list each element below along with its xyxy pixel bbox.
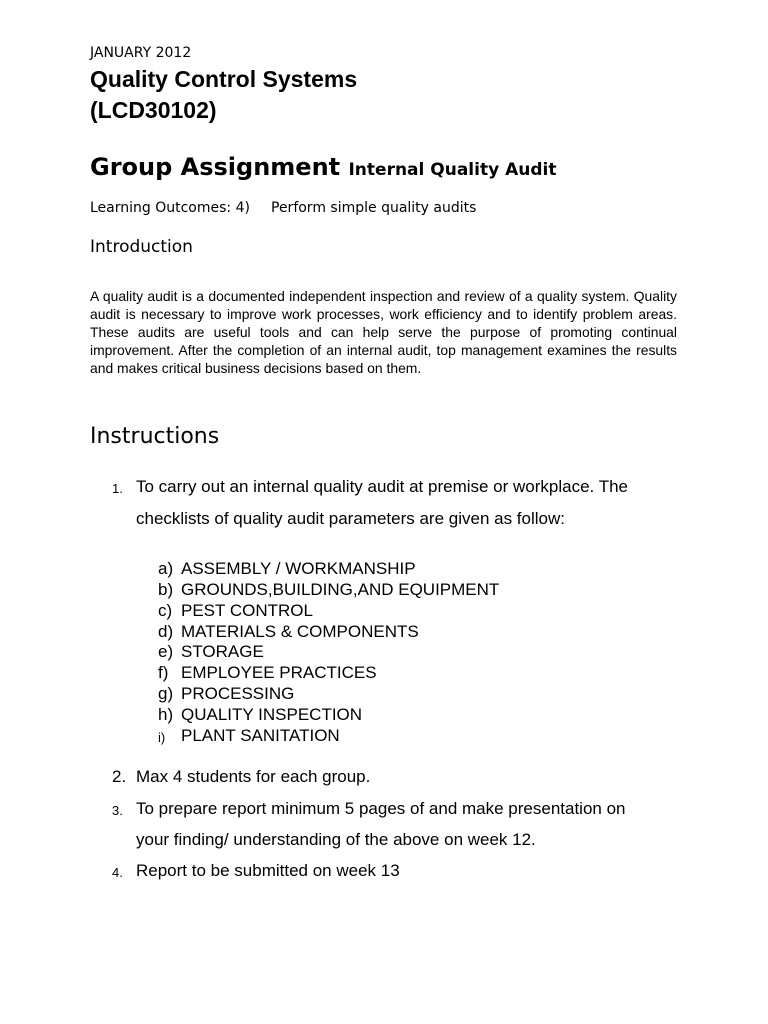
instructions-heading: Instructions [90, 424, 220, 449]
step-3-number: 3. [112, 803, 123, 818]
assignment-title: Group Assignment [90, 153, 341, 181]
document-date: JANUARY 2012 [90, 45, 192, 61]
checklist-letter: d) [158, 622, 174, 641]
checklist-item: QUALITY INSPECTION [181, 705, 363, 724]
step-3-line-1: To prepare report minimum 5 pages of and make presentation on [136, 799, 626, 818]
checklist-item: MATERIALS & COMPONENTS [181, 622, 419, 641]
checklist-item: PEST CONTROL [181, 601, 313, 620]
checklist-letter: b) [158, 580, 174, 599]
course-code: (LCD30102) [90, 97, 217, 123]
introduction-heading: Introduction [90, 237, 193, 257]
step-4-text: Report to be submitted on week 13 [136, 861, 400, 880]
checklist-letter: i) [158, 730, 166, 745]
learning-outcomes [90, 199, 477, 217]
step-1-number: 1. [112, 481, 123, 496]
course-title: Quality Control Systems [90, 66, 358, 92]
step-2-number: 2. [112, 767, 127, 786]
checklist-letter: c) [158, 601, 173, 620]
checklist-item: ASSEMBLY / WORKMANSHIP [181, 559, 416, 578]
step-4-number: 4. [112, 865, 123, 880]
step-1-line-2: checklists of quality audit parameters are given as follow: [136, 509, 565, 528]
checklist-item: GROUNDS,BUILDING,AND EQUIPMENT [181, 580, 500, 599]
step-2-text: Max 4 students for each group. [136, 767, 371, 786]
introduction-paragraph: A quality audit is a documented independent inspection and review of a quality system. Quality audit is necessary to improve work processes, work efficiency and to identify problem areas. These audits are useful tools and can help serve the purpose of promoting continual improvement. After the completion of an internal audit, top management examines the results and makes critical business decisions based on them. [90, 288, 677, 376]
learning-outcomes-description: Perform simple quality audits [271, 200, 477, 216]
checklist-item: PROCESSING [181, 684, 295, 703]
step-1-line-1: To carry out an internal quality audit at premise or workplace. The [136, 477, 628, 496]
assignment-subtitle: Internal Quality Audit [348, 160, 557, 180]
checklist-letter: f) [158, 663, 169, 682]
checklist-item: STORAGE [181, 642, 264, 661]
checklist-letter: e) [158, 642, 174, 661]
checklist-item: EMPLOYEE PRACTICES [181, 663, 377, 682]
learning-outcomes-label: Learning Outcomes: 4) [90, 200, 250, 216]
checklist-item: PLANT SANITATION [181, 726, 340, 745]
checklist-letter: g) [158, 684, 174, 703]
assignment-heading [90, 151, 556, 186]
checklist-letter: h) [158, 705, 174, 724]
step-3-line-2: your finding/ understanding of the above on week 12. [136, 830, 536, 849]
checklist-letter: a) [158, 559, 174, 578]
